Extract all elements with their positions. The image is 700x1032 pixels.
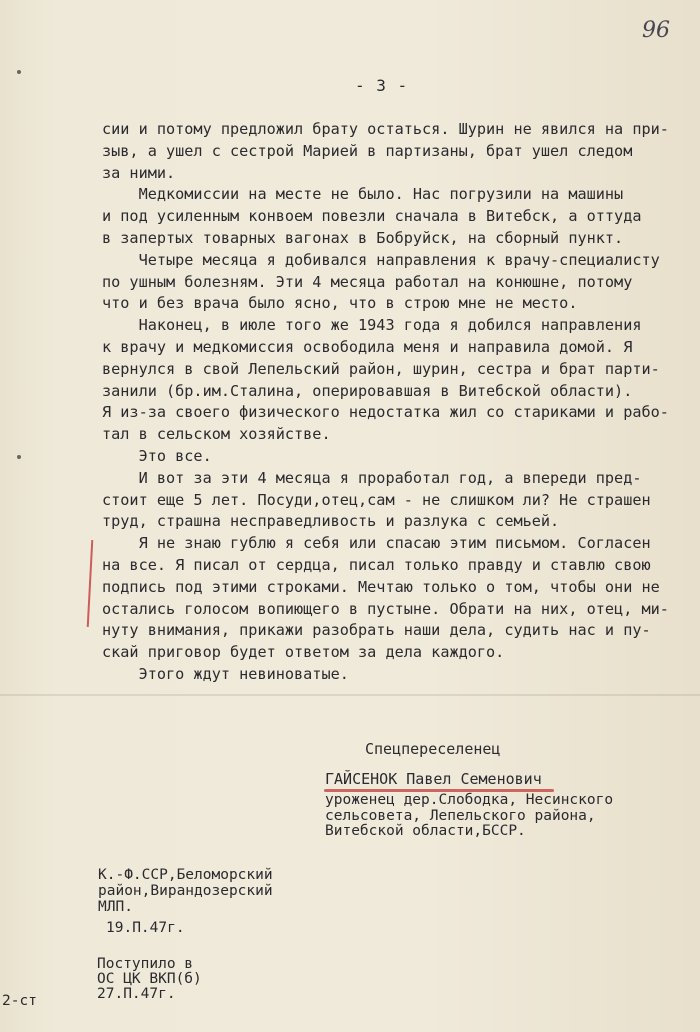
date-sent: 19.П.47г. — [106, 920, 185, 936]
corner-note: 2-ст — [2, 993, 37, 1009]
body-line: труд, страшна несправедливость и разлука с семьей. — [102, 512, 560, 531]
body-line: Медкомиссии на месте не было. Нас погрузили на машины — [102, 185, 624, 204]
received-stamp: Поступило в ОС ЦК ВКП(б) 27.П.47г. — [97, 956, 202, 1002]
body-line: вернулся в свой Лепельский район, шурин, сестра и брат парти- — [102, 359, 660, 378]
signature-name: ГАЙСЕНОК Павел Семенович — [325, 770, 542, 788]
body-line: Я не знаю гублю я себя или спасаю этим письмом. Согласен — [102, 534, 651, 553]
body-line: Я из-за своего физического недостатка жил со стариками и рабо- — [102, 403, 669, 422]
typed-page-header: - 3 - — [355, 76, 409, 95]
body-line: стоит еще 5 лет. Посуди,отец,сам - не слишком ли? Не страшен — [102, 490, 651, 509]
body-line: подпись под этими строками. Мечтаю только о том, чтобы они не — [102, 577, 660, 596]
body-line: Наконец, в июле того же 1943 года я добился направления — [102, 316, 642, 335]
body-line: Это все. — [102, 446, 212, 465]
body-line: остались голосом вопиющего в пустыне. Обрати на них, отец, ми- — [102, 599, 669, 618]
body-line: занили (бр.им.Сталина, оперировавшая в Витебской области). — [102, 381, 633, 400]
body-line: нуту внимания, прикажи разобрать наши дела, судить нас и пу- — [102, 621, 651, 640]
body-line: тал в сельском хозяйстве. — [102, 425, 331, 444]
body-line: что и без врача было ясно, что в строю мне не место. — [102, 294, 578, 313]
punch-hole-mark — [17, 455, 21, 459]
body-line: зыв, а ушел с сестрой Марией в партизаны, брат ушел следом — [102, 141, 633, 160]
letter-body — [102, 119, 700, 686]
punch-hole-mark — [17, 70, 21, 74]
body-line: Четыре месяца я добивался направления к врачу-специалисту — [102, 250, 660, 269]
body-line: за ними. — [102, 163, 176, 182]
handwritten-page-number: 96 — [642, 18, 670, 43]
body-line: и под усиленным конвоем повезли сначала в Витебск, а оттуда — [102, 207, 642, 226]
body-line: на все. Я писал от сердца, писал только правду и ставлю свою — [102, 555, 651, 574]
paper-fold — [0, 694, 700, 696]
body-line: в запертых товарных вагонах в Бобруйск, на сборный пункт. — [102, 228, 624, 247]
body-line: И вот за эти 4 месяца я проработал год, а впереди пред- — [102, 468, 642, 487]
body-line: сии и потому предложил брату остаться. Шурин не явился на при- — [102, 120, 669, 138]
sender-address: К.-Ф.ССР,Беломорский район,Вирандозерский МЛП. — [98, 867, 273, 915]
body-line: скай приговор будет ответом за дела каждого. — [102, 643, 505, 662]
signature-title: Спецпереселенец — [365, 740, 501, 758]
signature-info: уроженец дер.Слободка, Несинского сельсовета, Лепельского района, Витебской области,БССР. — [325, 792, 614, 839]
body-line: Этого ждут невиноватые. — [102, 664, 349, 683]
body-line: к врачу и медкомиссия освободила меня и направила домой. Я — [102, 337, 633, 356]
body-line: по ушным болезням. Эти 4 месяца работал на конюшне, потому — [102, 272, 633, 291]
